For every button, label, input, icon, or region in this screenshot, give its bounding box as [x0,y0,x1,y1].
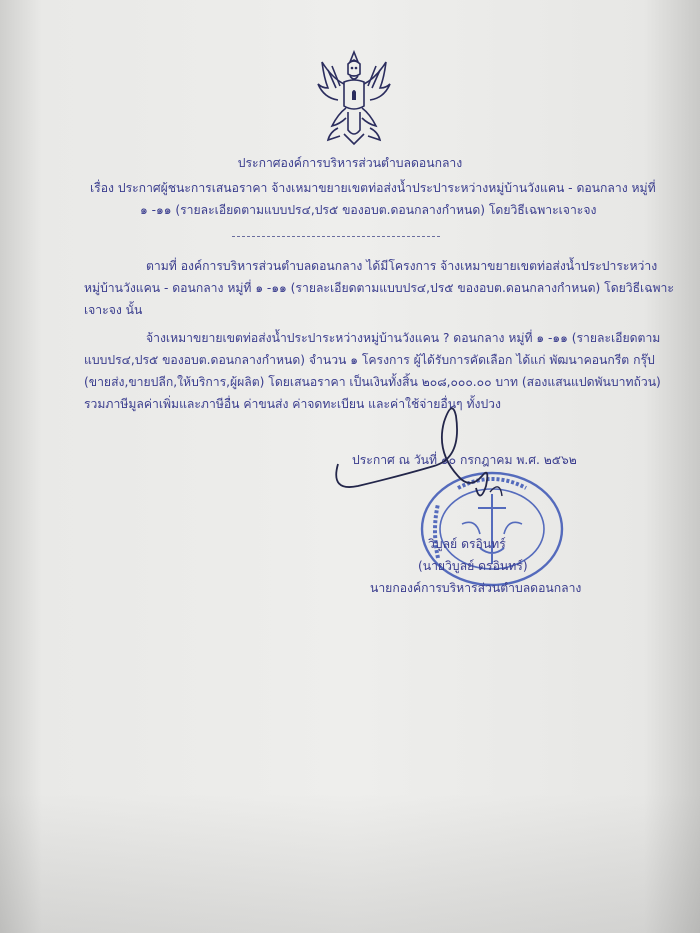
paragraph-1-line-2: หมู่บ้านวังแคน - ดอนกลาง หมู่ที่ ๑ -๑๑ (รายละเอียดตามแบบปร๔,ปร๕ ของอบต.ดอนกลางกำหนด) โดยวิธีเฉพาะ [84,281,674,295]
divider-line [232,236,440,237]
signer-name: วิบูลย์ ดรอินทร์ [428,537,506,551]
paragraph-2-line-1: จ้างเหมาขยายเขตท่อส่งน้ำประปาระหว่างหมู่บ้านวังแคน ? ดอนกลาง หมู่ที่ ๑ -๑๑ (รายละเอียดตาม [146,331,661,345]
announce-date: ประกาศ ณ วันที่ ๑๐ กรกฎาคม พ.ศ. ๒๕๖๒ [352,453,577,467]
garuda-emblem-icon [314,48,394,148]
handwritten-signature-icon [330,400,520,510]
subject-line-2: ๑ -๑๑ (รายละเอียดตามแบบปร๔,ปร๕ ของอบต.ดอนกลางกำหนด) โดยวิธีเฉพาะเจาะจง [140,203,597,217]
signer-position: นายกองค์การบริหารส่วนตำบลดอนกลาง [370,581,582,595]
paragraph-2-line-3: (ขายส่ง,ขายปลีก,ให้บริการ,ผู้ผลิต) โดยเสนอราคา เป็นเงินทั้งสิ้น ๒๐๘,๐๐๐.๐๐ บาท (สองแสนแปดพันบาทถ้วน) [84,375,661,389]
page-shadow [0,793,700,933]
subject-line-1: เรื่อง ประกาศผู้ชนะการเสนอราคา จ้างเหมาขยายเขตท่อส่งน้ำประปาระหว่างหมู่บ้านวังแคน - ดอนกลาง หมู่ที่ [90,181,656,195]
paragraph-1-line-1: ตามที่ องค์การบริหารส่วนตำบลดอนกลาง ได้มีโครงการ จ้างเหมาขยายเขตท่อส่งน้ำประปาระหว่าง [146,259,658,273]
signer-name-parenthesis: (นายวิบูลย์ ดรอินทร์) [418,559,528,573]
announcement-title: ประกาศองค์การบริหารส่วนตำบลดอนกลาง [237,156,463,170]
paragraph-2-line-4: รวมภาษีมูลค่าเพิ่มและภาษีอื่น ค่าขนส่ง ค่าจดทะเบียน และค่าใช้จ่ายอื่นๆ ทั้งปวง [84,397,501,411]
paragraph-2-line-2: แบบปร๔,ปร๕ ของอบต.ดอนกลางกำหนด) จำนวน ๑ โครงการ ผู้ได้รับการคัดเลือก ได้แก่ พัฒนาคอนกรีต กรุ๊ป [84,353,655,367]
paragraph-1-line-3: เจาะจง นั้น [84,303,143,317]
